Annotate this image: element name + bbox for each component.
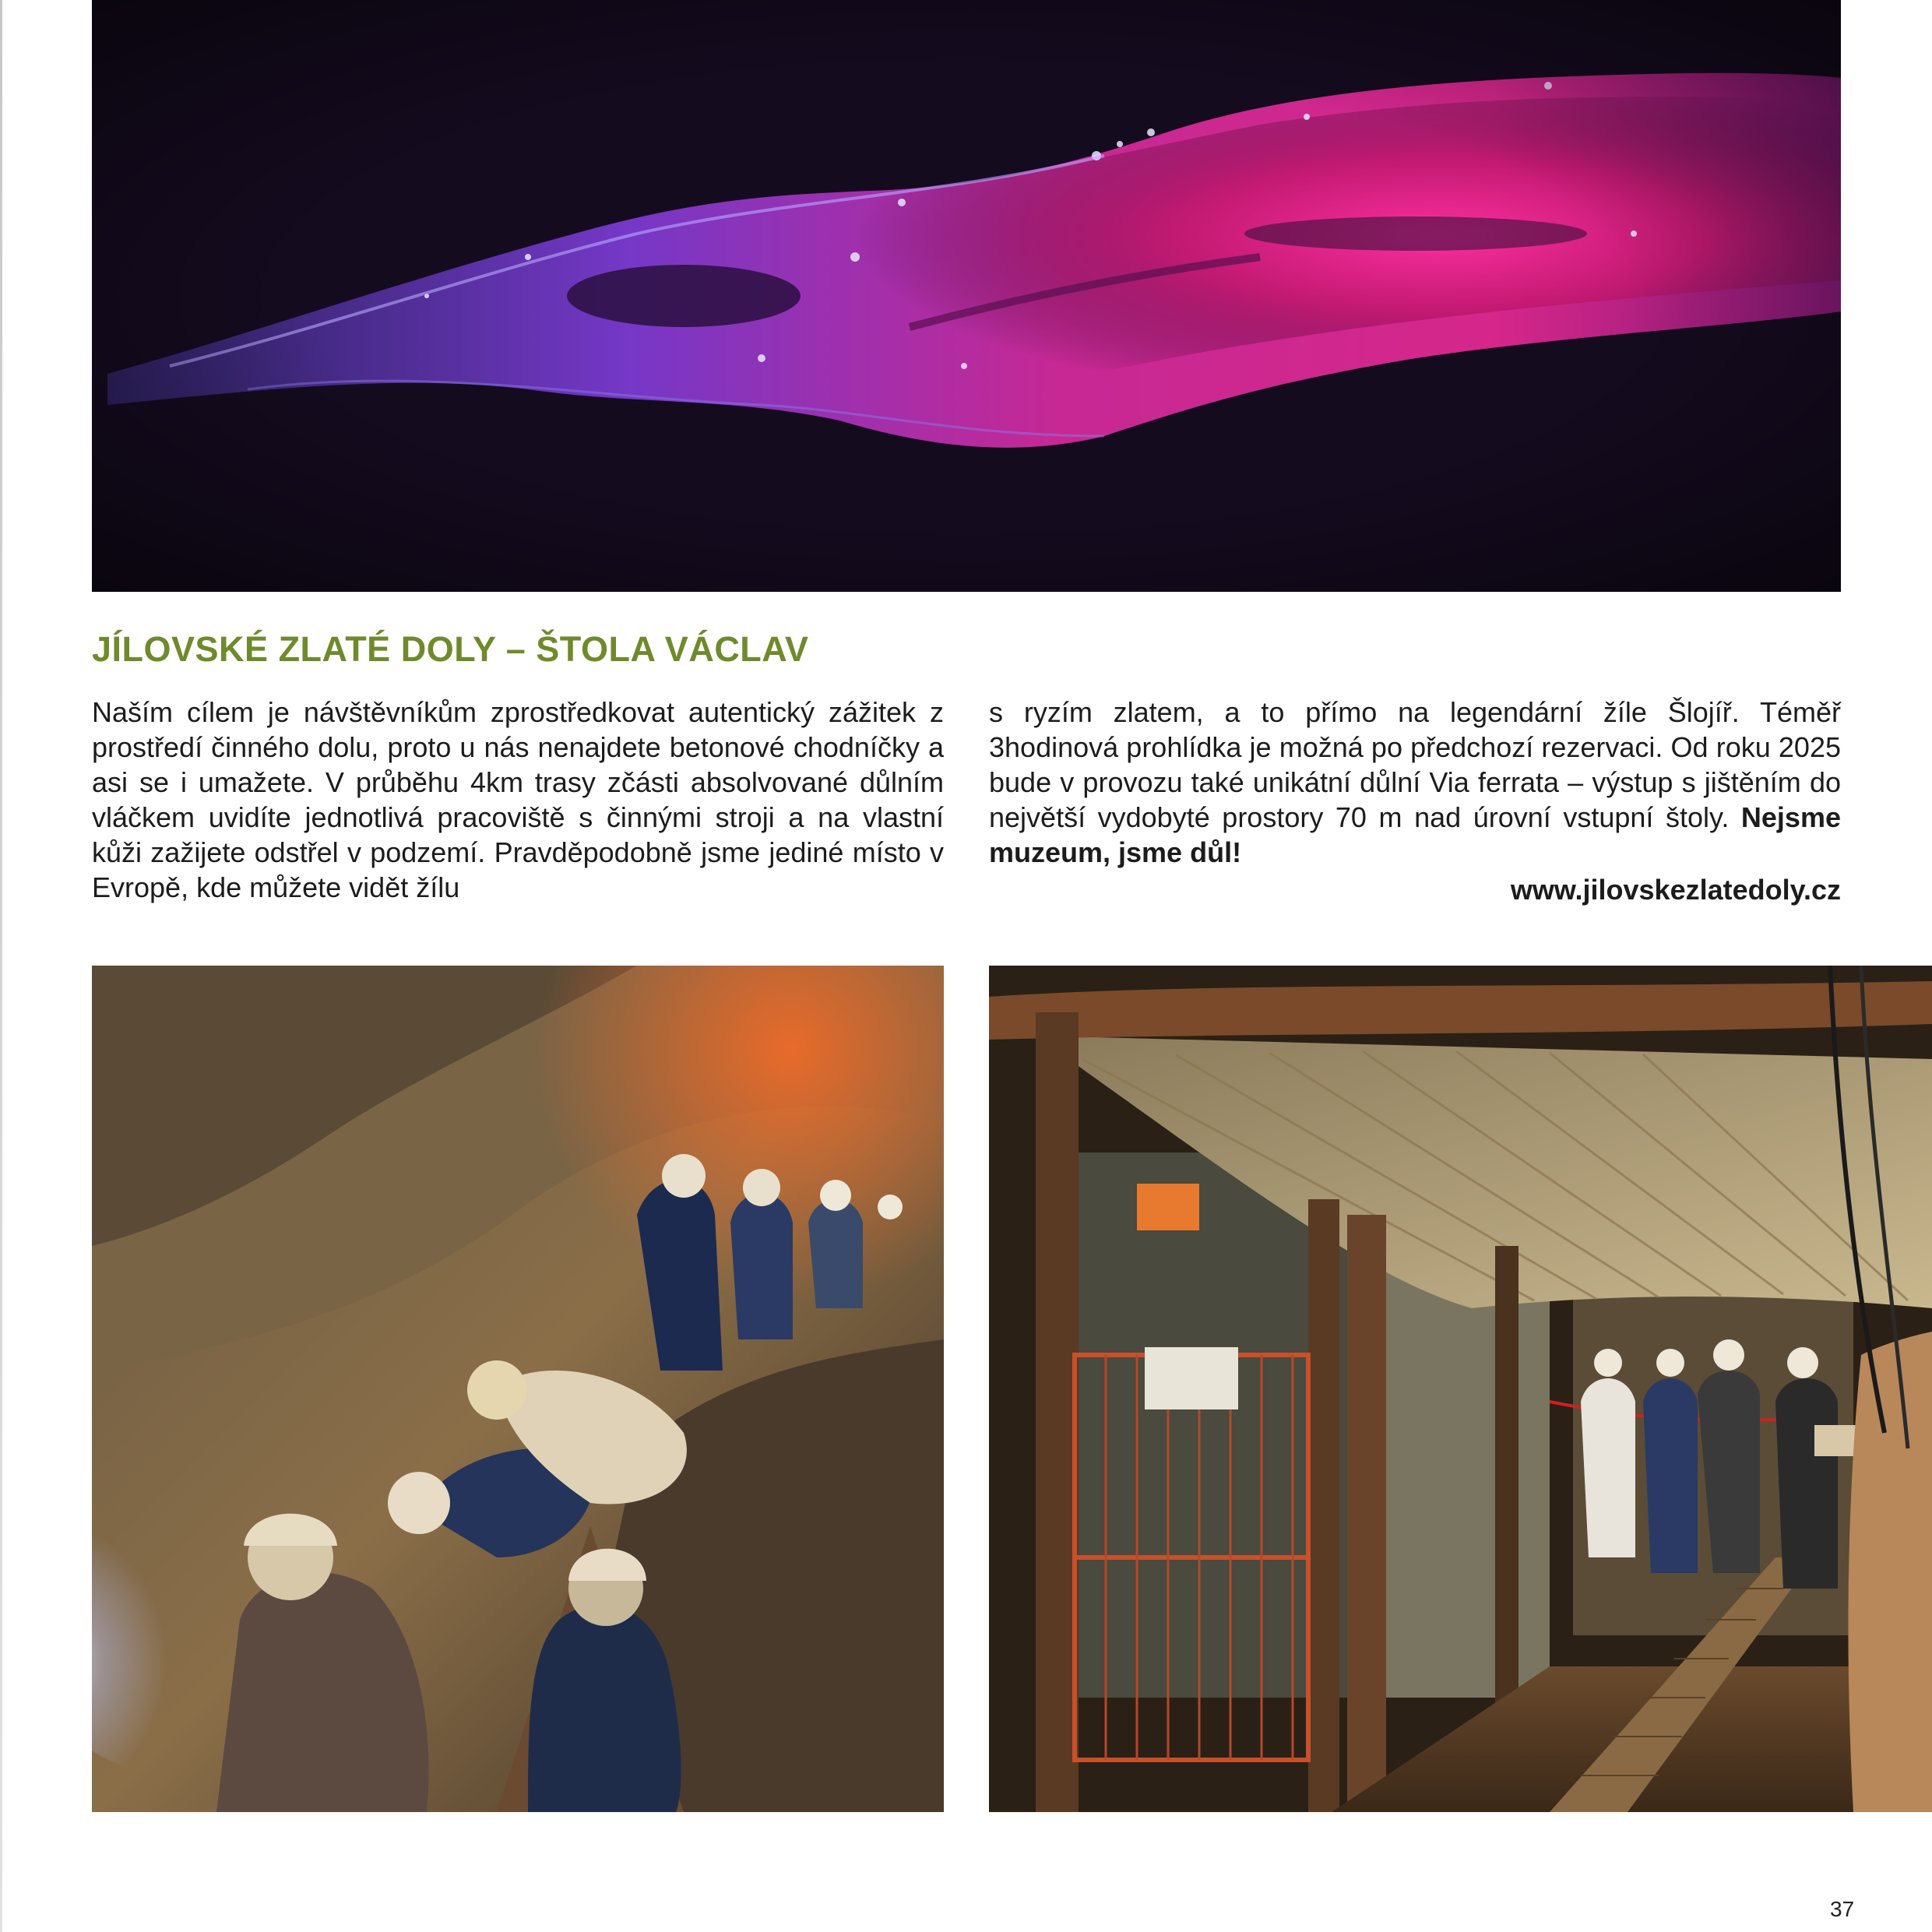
mine-corridor-photo — [989, 966, 1932, 1812]
page-number: 37 — [1830, 1897, 1855, 1921]
article-body — [92, 695, 1841, 913]
body-text-left: Naším cílem je návštěvníkům zprostředkovat autentický zážitek z prostředí činného dolu, proto u nás nenajdete betonové chodníčky a asi se i umažete. V průběhu 4km trasy zčásti absolvované důlním vláčkem uvidíte jednotlivá pracoviště s činnými stroji a na vlastní kůži zažijete odstřel v podzemí. Pravděpodobně jsme jediné místo v Evropě, kde můžete vidět žílu — [92, 696, 944, 903]
website-link[interactable]: www.jilovskezlatedoly.cz — [1510, 874, 1841, 906]
body-column-left — [92, 695, 944, 905]
page-edge — [0, 0, 2, 1932]
slogan: Nejsme muzeum, jsme důl! — [989, 801, 1841, 868]
visitors-in-tunnel-photo — [92, 966, 944, 1812]
body-column-right — [989, 695, 1841, 907]
fluorescent-vein-photo — [92, 0, 1841, 592]
body-text-right: s ryzím zlatem, a to přímo na legendární žíle Šlojíř. Téměř 3hodinová prohlídka je možná po předchozí rezervaci. Od roku 2025 bude v provozu také unikátní důlní Via ferrata – výstup s jištěním do největší vydobyté prostory 70 m nad úrovní vstupní štoly. — [989, 696, 1841, 833]
article-title: JÍLOVSKÉ ZLATÉ DOLY – ŠTOLA VÁCLAV — [92, 629, 809, 669]
